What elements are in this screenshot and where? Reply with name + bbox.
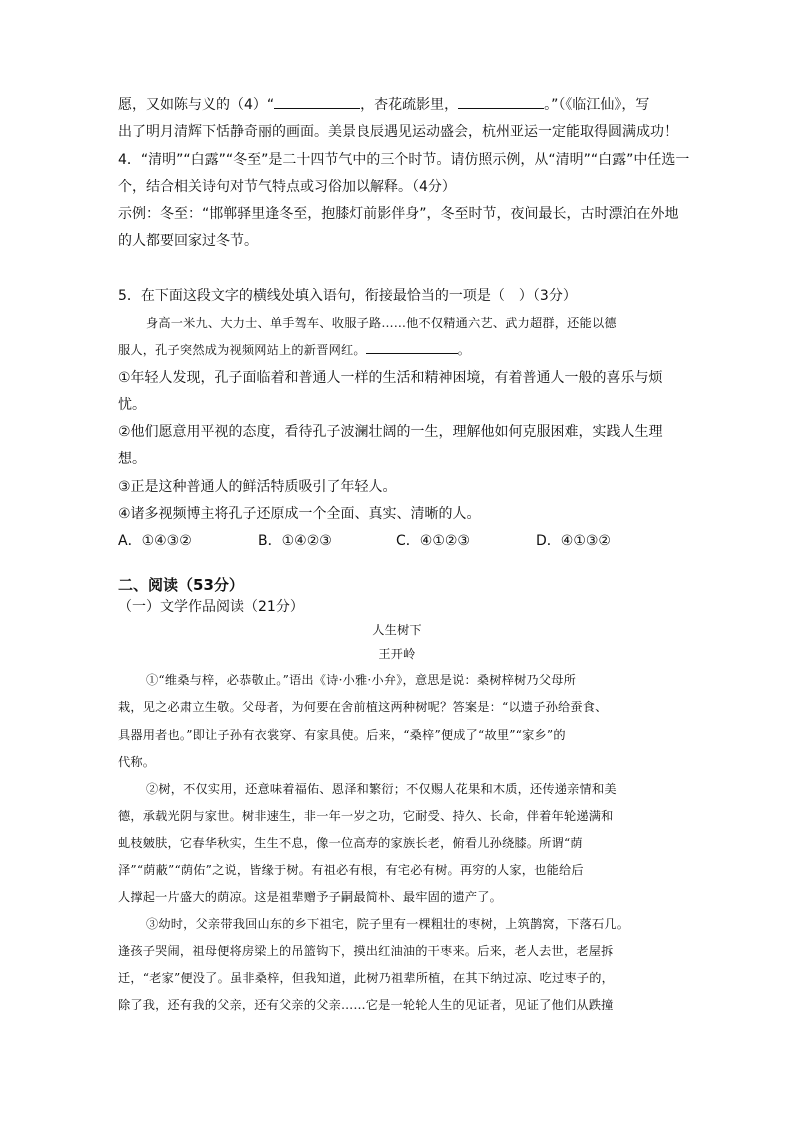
subsection-heading: （一）文学作品阅读（21分） <box>118 599 304 615</box>
article-line: 代称。 <box>118 755 156 769</box>
article-line: 栽，见之必肃立生敬。父母者，为何要在舍前植这两种树呢？答案是：“以遗子孙给蚕食、 <box>118 700 608 714</box>
q5-sentence-2-line-2: 想。 <box>118 451 146 467</box>
q5-option-d[interactable]: D．④①③② <box>536 533 611 549</box>
article-line: 人撑起一片盛大的荫凉。这是祖辈赠予子嗣最简朴、最牢固的遗产了。 <box>118 890 503 904</box>
q5-sentence-2-line-1: ②他们愿意用平视的态度，看待孔子波澜壮阔的一生，理解他如何克服困难，实践人生理 <box>118 424 663 440</box>
section-heading: 二、阅读（53分） <box>118 576 244 594</box>
article-line: 具器用者也。”即让子孙有衣裳穿、有家具使。后来，“桑梓”便成了“故里”“家乡”的 <box>118 728 566 742</box>
q4-example-line-1: 示例：冬至：“邯郸驿里逢冬至，抱膝灯前影伴身”，冬至时节，夜间最长，古时漂泊在外地 <box>118 206 679 222</box>
q5-sentence-4: ④诸多视频博主将孔子还原成一个全面、真实、清晰的人。 <box>118 506 481 522</box>
q4-stem-line-2: 个，结合相关诗句对节气特点或习俗加以解释。（4分） <box>118 179 456 195</box>
q5-stem: 5．在下面这段文字的横线处填入语句，衔接最恰当的一项是（ ）（3分） <box>118 288 577 304</box>
article-line: ①“维桑与梓，必恭敬止。”语出《诗·小雅·小弁》，意思是说：桑树梓树乃父母所 <box>146 673 576 687</box>
answer-blank[interactable] <box>366 341 458 354</box>
article-line: ②树，不仅实用，还意味着福佑、恩泽和繁衍；不仅赐人花果和木质，还传递亲情和美 <box>146 782 617 796</box>
q5-option-b[interactable]: B．①④②③ <box>258 533 332 549</box>
article-line: 虬枝皴肤，它春华秋实，生生不息，像一位高寿的家族长老，俯看儿孙绕膝。所谓“荫 <box>118 836 583 850</box>
q4-example-line-2: 的人都要回家过冬节。 <box>118 233 258 249</box>
q5-sentence-3: ③正是这种普通人的鲜活特质吸引了年轻人。 <box>118 479 397 495</box>
answer-blank[interactable] <box>458 96 544 109</box>
q3-line-2: 出了明月清辉下恬静奇丽的画面。美景良辰遇见运动盛会，杭州亚运一定能取得圆满成功！ <box>118 124 678 140</box>
q3-line-1: 愿，又如陈与义的（4）“ ，杏花疏影里， 。”（《临江仙》，写 <box>118 97 650 113</box>
q5-option-a[interactable]: A．①④③② <box>118 533 192 549</box>
article-line: ③幼时，父亲带我回山东的乡下祖宅，院子里有一棵粗壮的枣树，上筑鹊窝，下落石几。 <box>146 917 630 931</box>
q5-passage-line-1: 身高一米九、大力士、单手驾车、收服子路……他不仅精通六艺、武力超群，还能以德 <box>146 316 617 330</box>
q5-sentence-1-line-2: 忧。 <box>118 397 146 413</box>
q4-stem-line-1: 4．“清明”“白露”“冬至”是二十四节气中的三个时节。请仿照示例，从“清明”“白露”中任选一 <box>118 152 690 168</box>
article-line: 逢孩子哭闹，祖母便将房梁上的吊篮钩下，摸出红油油的干枣来。后来，老人去世，老屋拆 <box>118 944 614 958</box>
article-line: 除了我，还有我的父亲，还有父亲的父亲……它是一轮轮人生的见证者，见证了他们从跌撞 <box>118 998 614 1012</box>
q5-sentence-1-line-1: ①年轻人发现，孔子面临着和普通人一样的生活和精神困境，有着普通人一般的喜乐与烦 <box>118 370 663 386</box>
article-title: 人生树下 <box>372 623 422 637</box>
article-line: 德，承载光阴与家世。树非速生，非一年一岁之功，它耐受、持久、长命，伴着年轮递满和 <box>118 809 614 823</box>
article-line: 迁，“老家”便没了。虽非桑梓，但我知道，此树乃祖辈所植，在其下纳过凉、吃过枣子的， <box>118 971 614 985</box>
q5-option-c[interactable]: C．④①②③ <box>396 533 470 549</box>
article-author: 王开岭 <box>378 647 416 661</box>
answer-blank[interactable] <box>274 96 360 109</box>
article-line: 泽”“荫蔽”“荫佑”之说，皆缘于树。有祖必有根，有宅必有树。再穷的人家，也能给后 <box>118 863 584 877</box>
q5-passage-line-2: 服人，孔子突然成为视频网站上的新晋网红。 。 <box>118 343 471 357</box>
